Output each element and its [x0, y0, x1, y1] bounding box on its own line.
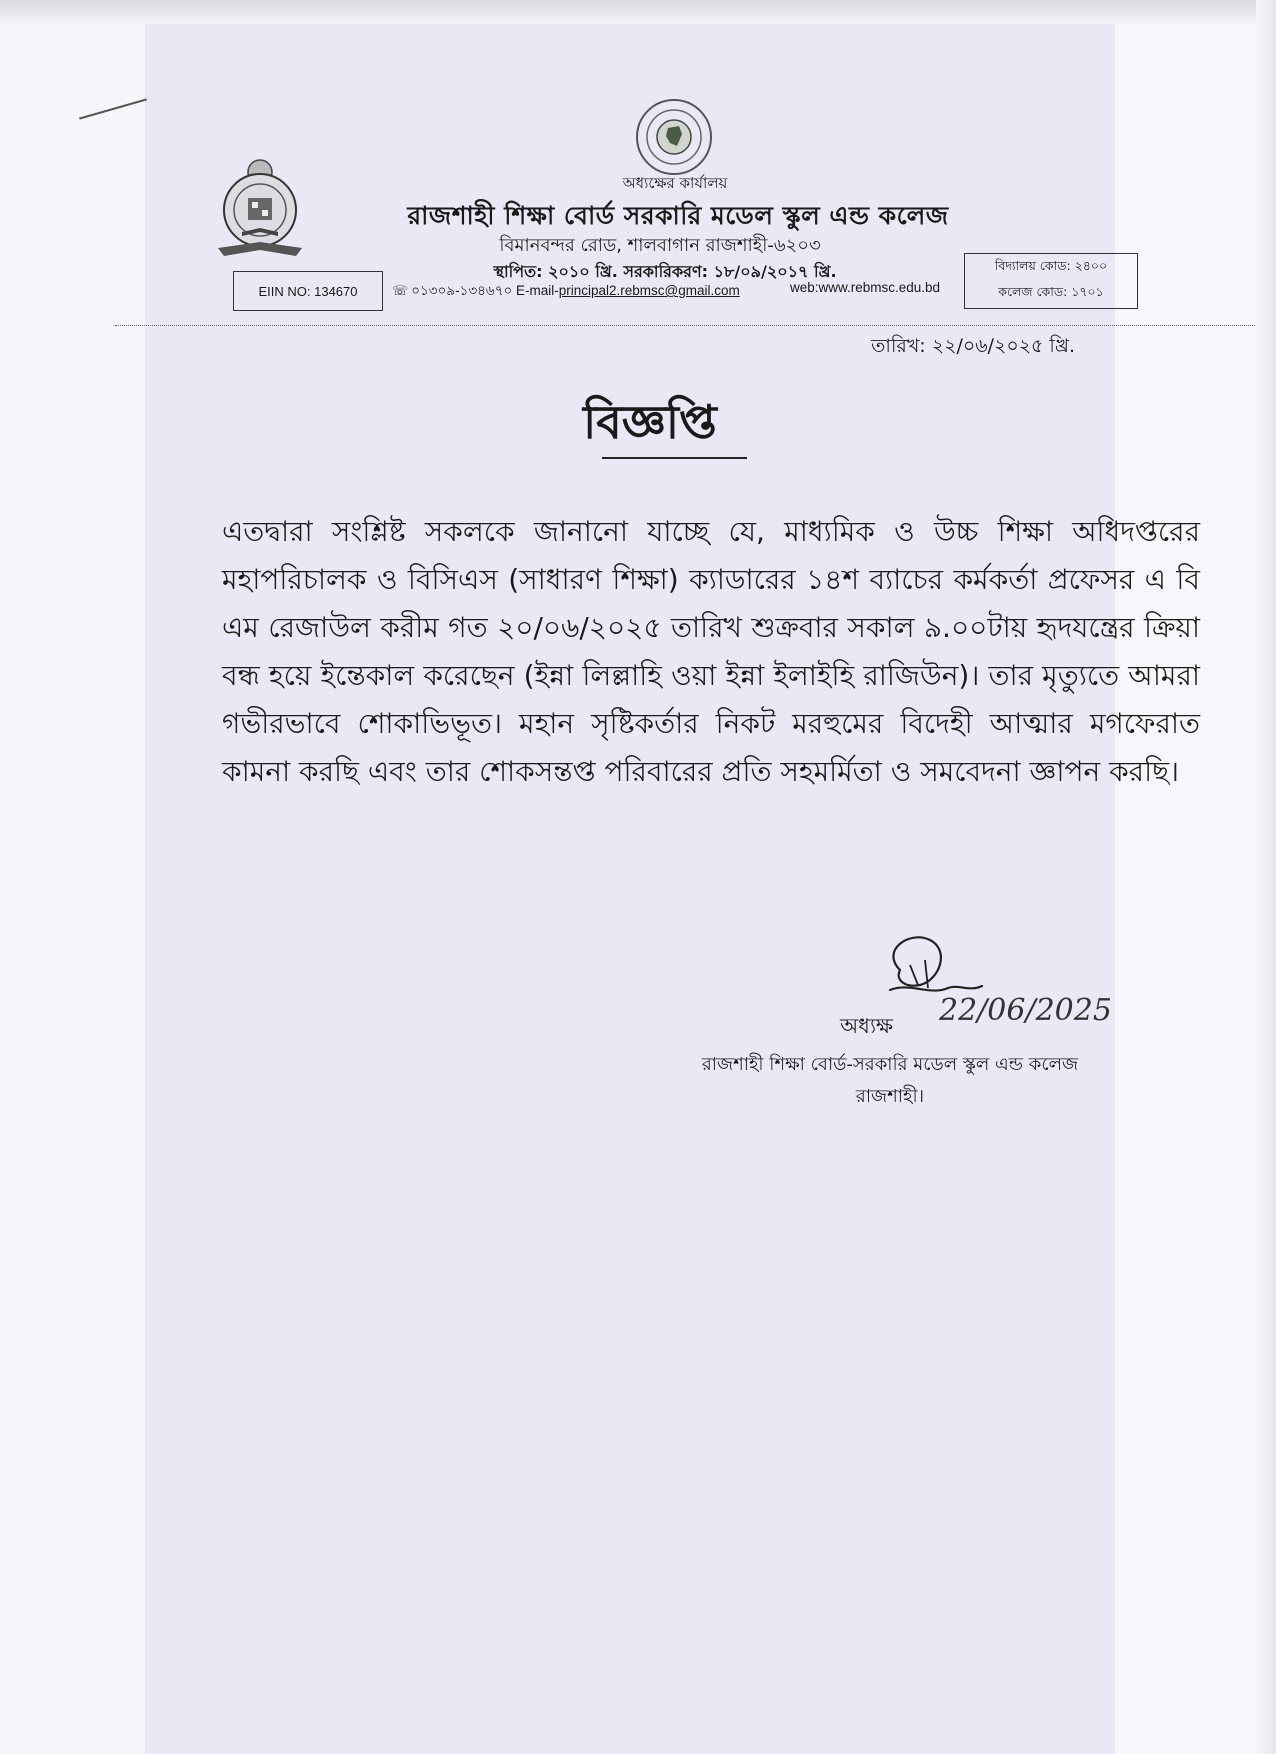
notice-body: এতদ্বারা সংশ্লিষ্ট সকলকে জানানো যাচ্ছে যে, মাধ্যমিক ও উচ্চ শিক্ষা অধিদপ্তরের মহাপরিচালক ও বিসিএস (সাধারণ শিক্ষা) ক্যাডারের ১৪শ ব্যাচের কর্মকর্তা প্রফেসর এ বি এম রেজাউল করীম গত ২০/০৬/২০২৫ তারিখ শুক্রবার সকাল ৯.০০টায় হৃদযন্ত্রের ক্রিয়া বন্ধ হয়ে ইন্তেকাল করেছেন (ইন্না লিল্লাহি ওয়া ইন্না ইলাইহি রাজিউন)। তার মৃত্যুতে আমরা গভীরভাবে শোকাভিভূত। মহান সৃষ্টিকর্তার নিকট মরহুমের বিদেহী আত্মার মগফেরাত কামনা করছি এবং তার শোকসন্তপ্ত পরিবারের প্রতি সহমর্মিতা ও সমবেদনা জ্ঞাপন করছি।	[222, 515, 1200, 788]
school-code: বিদ্যালয় কোড: ২৪০০	[994, 258, 1108, 273]
svg-text:22/06/2025: 22/06/2025	[939, 993, 1112, 1028]
website-link[interactable]: web:www.rebmsc.edu.bd	[790, 280, 941, 295]
government-seal-icon	[635, 98, 713, 176]
established-info: স্থাপিত: ২০১০ খ্রি. সরকারিকরণ: ১৮/০৯/২০১৭ খ্রি.	[493, 262, 837, 281]
eiin-number: EIIN NO: 134670	[258, 283, 358, 299]
handwritten-date-icon	[935, 990, 1165, 1030]
signatory-organization: রাজশাহী শিক্ষা বোর্ড-সরকারি মডেল স্কুল এন্ড কলেজ	[701, 1054, 1079, 1075]
principal-title: অধ্যক্ষ	[840, 1014, 894, 1038]
email-link[interactable]: principal2.rebmsc@gmail.com	[558, 283, 740, 298]
phone-number: ০১৩০৯-১৩৪৬৭০	[411, 283, 513, 298]
email-label: E-mail-	[516, 283, 559, 298]
scan-edge-top	[0, 0, 1276, 24]
school-crest-icon	[212, 152, 308, 264]
contact-line	[392, 280, 762, 303]
scan-edge-right	[1256, 0, 1276, 1754]
title-underline	[602, 457, 747, 459]
eiin-box	[233, 271, 383, 311]
notice-title: বিজ্ঞপ্তি	[583, 395, 717, 449]
school-address: বিমানবন্দর রোড, শালবাগান রাজশাহী-৬২০৩	[499, 235, 821, 256]
school-name: রাজশাহী শিক্ষা বোর্ড সরকারি মডেল স্কুল এন্ড কলেজ	[407, 201, 949, 230]
code-box	[964, 253, 1138, 309]
handwritten-date	[935, 990, 1165, 1030]
phone-icon: ☏	[392, 283, 409, 298]
header-divider	[115, 325, 1255, 326]
office-label: অধ্যক্ষের কার্যালয়	[622, 174, 728, 192]
signatory-city: রাজশাহী।	[855, 1086, 925, 1107]
notice-date: তারিখ: ২২/০৬/২০২৫ খ্রি.	[871, 335, 1075, 357]
college-code: কলেজ কোড: ১৭০১	[998, 284, 1104, 299]
